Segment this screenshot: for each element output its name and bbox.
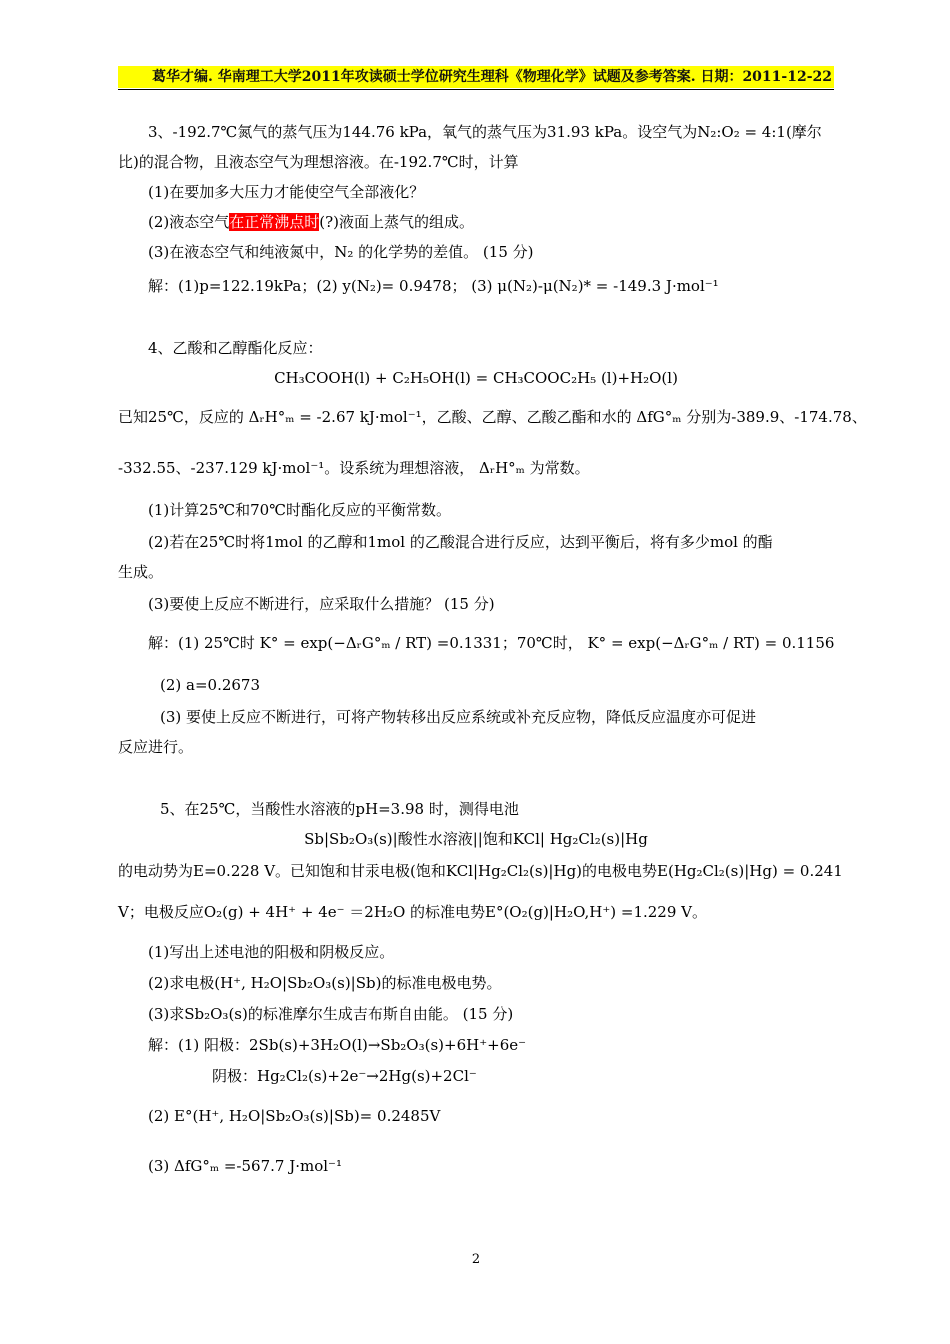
q5-answer-1-cathode: 阴极：Hg₂Cl₂(s)+2e⁻→2Hg(s)+2Cl⁻ (212, 1067, 477, 1085)
document-header: 葛华才编. 华南理工大学2011年攻读硕士学位研究生理科《物理化学》试题及参考答案. 日期：2011-12-22 (118, 66, 834, 88)
page-number: 2 (471, 1252, 481, 1267)
q4-answer-3-line-1: (3) 要使上反应不断进行，可将产物转移出反应系统或补充反应物，降低反应温度亦可促进 (160, 708, 757, 726)
q5-item-2: (2)求电极(H⁺, H₂O|Sb₂O₃(s)|Sb)的标准电极电势。 (148, 974, 502, 992)
q5-stem-line-3: V；电极反应O₂(g) + 4H⁺ + 4e⁻ ＝2H₂O 的标准电势E°(O₂(g)|H₂O,H⁺) =1.229 V。 (118, 903, 707, 921)
q5-answer-3: (3) ΔfG°ₘ =-567.7 J·mol⁻¹ (148, 1157, 342, 1175)
header-rule (118, 89, 834, 90)
q4-item-1: (1)计算25℃和70℃时酯化反应的平衡常数。 (148, 501, 451, 519)
q5-answer-1-anode: 解：(1) 阳极：2Sb(s)+3H₂O(l)→Sb₂O₃(s)+6H⁺+6e⁻ (148, 1036, 527, 1054)
q3-item-2 (148, 212, 474, 232)
q5-cell-notation: Sb|Sb₂O₃(s)|酸性水溶液||饱和KCl| Hg₂Cl₂(s)|Hg (304, 830, 648, 848)
q3-answer: 解：(1)p=122.19kPa；(2) y(N₂)= 0.9478； (3) μ(N₂)-μ(N₂)* = -149.3 J·mol⁻¹ (148, 277, 719, 295)
q3-stem-line-1: 3、-192.7℃氮气的蒸气压为144.76 kPa，氧气的蒸气压为31.93 kPa。设空气为N₂:O₂ = 4:1(摩尔 (148, 123, 822, 141)
q4-title: 4、乙酸和乙醇酯化反应： (148, 339, 323, 357)
q4-item-2-line-2: 生成。 (118, 563, 164, 581)
q4-answer-2: (2) a=0.2673 (160, 676, 261, 694)
q5-stem-line-1: 5、在25℃，当酸性水溶液的pH=3.98 时，测得电池 (160, 800, 519, 818)
q5-item-1: (1)写出上述电池的阳极和阴极反应。 (148, 943, 395, 961)
q3-item-3: (3)在液态空气和纯液氮中，N₂ 的化学势的差值。 (15 分) (148, 243, 534, 261)
q3-item-1: (1)在要加多大压力才能使空气全部液化？ (148, 183, 425, 201)
q4-item-2-line-1: (2)若在25℃时将1mol 的乙醇和1mol 的乙酸混合进行反应，达到平衡后，将有多少mol 的酯 (148, 533, 773, 551)
q3-item-2-prefix: (2)液态空气 (148, 213, 230, 231)
q3-stem-line-2: 比)的混合物，且液态空气为理想溶液。在-192.7℃时，计算 (118, 153, 519, 171)
q5-stem-line-2: 的电动势为E=0.228 V。已知饱和甘汞电极(饱和KCl|Hg₂Cl₂(s)|Hg)的电极电势E(Hg₂Cl₂(s)|Hg) = 0.241 (118, 862, 843, 880)
q4-equation: CH₃COOH(l) + C₂H₅OH(l) = CH₃COOC₂H₅ (l)+H₂O(l) (274, 369, 678, 387)
q4-given-line-1: 已知25℃，反应的 ΔᵣH°ₘ = -2.67 kJ·mol⁻¹，乙酸、乙醇、乙酸乙酯和水的 ΔfG°ₘ 分别为-389.9、-174.78、 (118, 408, 867, 426)
q4-answer-3-line-2: 反应进行。 (118, 738, 194, 756)
q5-item-3: (3)求Sb₂O₃(s)的标准摩尔生成吉布斯自由能。 (15 分) (148, 1005, 514, 1023)
q4-given-line-2: -332.55、-237.129 kJ·mol⁻¹。设系统为理想溶液， ΔᵣH°ₘ 为常数。 (118, 459, 590, 477)
q5-answer-2: (2) E°(H⁺, H₂O|Sb₂O₃(s)|Sb)= 0.2485V (148, 1107, 441, 1125)
q4-answer-1: 解：(1) 25℃时 K° = exp(−ΔᵣG°ₘ / RT) =0.1331；70℃时， K° = exp(−ΔᵣG°ₘ / RT) = 0.1156 (148, 634, 835, 652)
highlighted-text: 在正常沸点时 (229, 213, 320, 231)
q3-item-2-suffix: (?)液面上蒸气的组成。 (319, 213, 475, 231)
q4-item-3: (3)要使上反应不断进行，应采取什么措施？ (15 分) (148, 595, 495, 613)
